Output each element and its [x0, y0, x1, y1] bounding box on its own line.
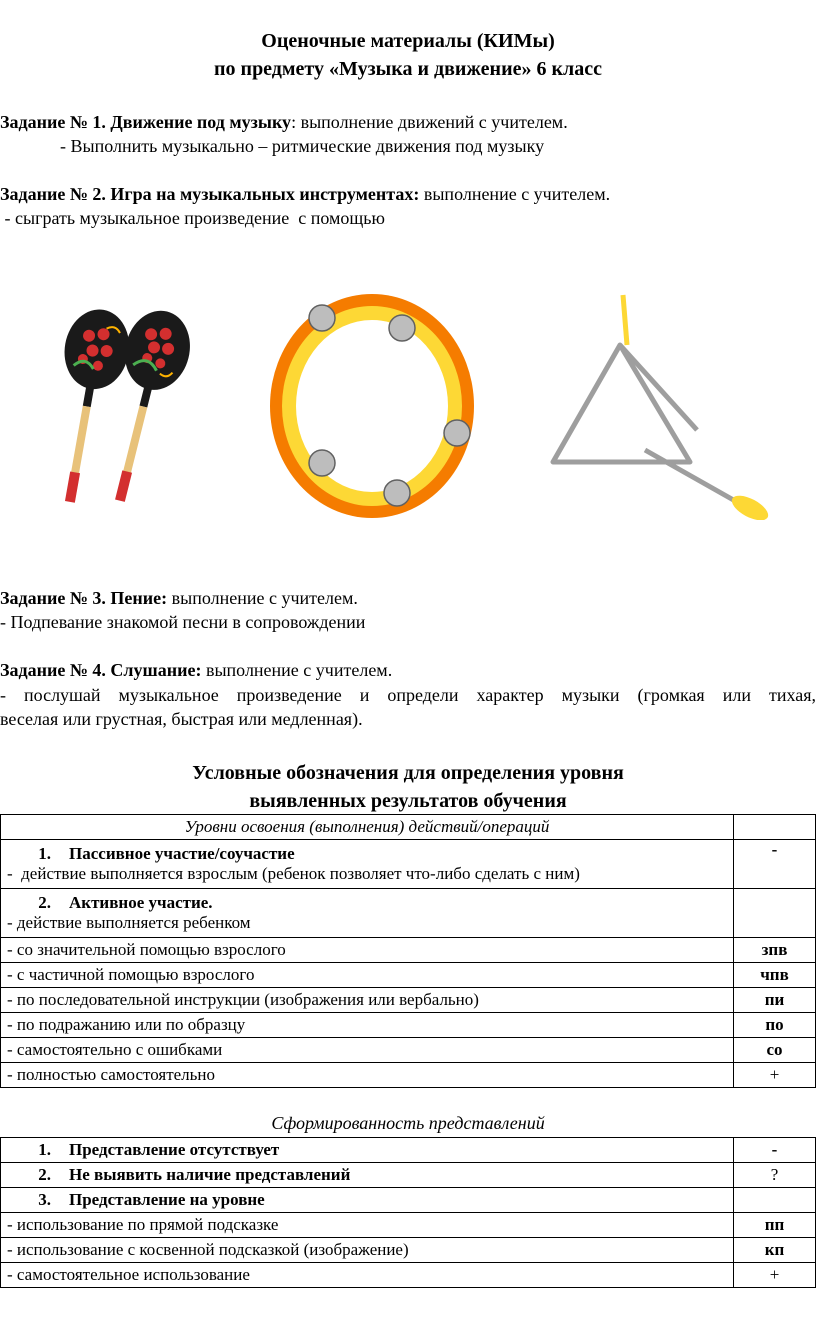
repr-1-cell [1, 1138, 734, 1163]
repr-3-num: 3. [38, 1189, 51, 1209]
task-3-label: Задание № 3. Пение: [0, 588, 168, 608]
table-row [1, 1013, 816, 1038]
task-1-desc: выполнение движений с учителем. [300, 112, 568, 132]
repr-2-title: Не выявить наличие представлений [69, 1164, 351, 1184]
task-4-sub: - послушай музыкальное произведение и определи характер музыки (громкая или тихая, [0, 685, 816, 705]
item-text: - со значительной помощью взрослого [1, 938, 734, 963]
item-text: - использование с косвенной подсказкой (изображение) [1, 1238, 734, 1263]
level-1-cell [1, 840, 734, 889]
task-2-sub: - сыграть музыкальное произведение с помощью [0, 208, 385, 228]
repr-3-title: Представление на уровне [69, 1189, 265, 1209]
task-1-label: Задание № 1. Движение под музыку [0, 112, 292, 132]
level-1-text: - действие выполняется взрослым (ребенок позволяет что-либо сделать с ним) [7, 864, 580, 883]
task-1-sep: : [291, 112, 301, 132]
item-code: пп [734, 1213, 816, 1238]
item-code: со [734, 1038, 816, 1063]
levels-header-code [734, 815, 816, 840]
item-text: - самостоятельное использование [1, 1263, 734, 1288]
level-1-num: 1. [38, 843, 51, 863]
legend-title-line2: выявленных результатов обучения [249, 790, 567, 812]
level-2-code [734, 889, 816, 938]
item-code: зпв [734, 938, 816, 963]
table-row [1, 938, 816, 963]
tambourine-icon [262, 288, 482, 523]
item-text: - самостоятельно с ошибками [1, 1038, 734, 1063]
level-1-title: Пассивное участие/соучастие [69, 843, 295, 863]
table-row [1, 840, 816, 889]
task-4-desc: выполнение с учителем. [205, 660, 393, 680]
table-row [1, 1138, 816, 1163]
repr-2-code: ? [734, 1163, 816, 1188]
task-4 [0, 659, 392, 682]
item-text: - с частичной помощью взрослого [1, 963, 734, 988]
table-row [1, 1163, 816, 1188]
item-code: чпв [734, 963, 816, 988]
task-4-label: Задание № 4. Слушание: [0, 660, 202, 680]
item-code: по [734, 1013, 816, 1038]
legend-title-line1: Условные обозначения для определения уровня [192, 762, 624, 784]
repr-3-cell [1, 1188, 734, 1213]
task-3-desc: выполнение с учителем. [171, 588, 358, 608]
document-title-line2: по предмету «Музыка и движение» 6 класс [214, 58, 602, 80]
table-row [1, 1213, 816, 1238]
repr-1-title: Представление отсутствует [69, 1139, 280, 1159]
item-code: + [734, 1263, 816, 1288]
item-text: - по подражанию или по образцу [1, 1013, 734, 1038]
task-4-sub2: веселая или грустная, быстрая или медленная). [0, 709, 363, 729]
task-2 [0, 183, 610, 206]
item-code: кп [734, 1238, 816, 1263]
repr-3-code [734, 1188, 816, 1213]
task-1 [0, 111, 568, 134]
wooden-spoons-icon [55, 300, 195, 520]
item-text: - использование по прямой подсказке [1, 1213, 734, 1238]
levels-header-cell: Уровни освоения (выполнения) действий/операций [1, 815, 734, 840]
level-2-title: Активное участие. [69, 892, 213, 912]
levels-table-header [1, 815, 816, 840]
task-2-desc: выполнение с учителем. [423, 184, 611, 204]
item-text: - по последовательной инструкции (изображения или вербально) [1, 988, 734, 1013]
table-row [1, 1238, 816, 1263]
level-2-text: - действие выполняется ребенком [7, 913, 251, 932]
repr-1-num: 1. [38, 1139, 51, 1159]
item-code: пи [734, 988, 816, 1013]
level-2-num: 2. [38, 892, 51, 912]
level-1-code: - [734, 840, 816, 889]
repr-1-code: - [734, 1138, 816, 1163]
task-2-label: Задание № 2. Игра на музыкальных инструментах: [0, 184, 420, 204]
table-row [1, 889, 816, 938]
repr-2-cell [1, 1163, 734, 1188]
table-row [1, 988, 816, 1013]
task-1-sub: - Выполнить музыкально – ритмические движения под музыку [60, 136, 545, 156]
task-3-sub: - Подпевание знакомой песни в сопровождении [0, 612, 366, 632]
table-row [1, 1063, 816, 1088]
levels-table [0, 814, 816, 1088]
representations-caption: Сформированность представлений [271, 1113, 545, 1133]
table-row [1, 1263, 816, 1288]
table-row [1, 1188, 816, 1213]
triangle-instrument-icon [545, 290, 770, 520]
document-title-line1: Оценочные материалы (КИМы) [261, 30, 555, 52]
item-code: + [734, 1063, 816, 1088]
representations-table [0, 1137, 816, 1288]
repr-2-num: 2. [38, 1164, 51, 1184]
item-text: - полностью самостоятельно [1, 1063, 734, 1088]
level-2-cell [1, 889, 734, 938]
table-row [1, 1038, 816, 1063]
task-3 [0, 587, 358, 610]
table-row [1, 963, 816, 988]
